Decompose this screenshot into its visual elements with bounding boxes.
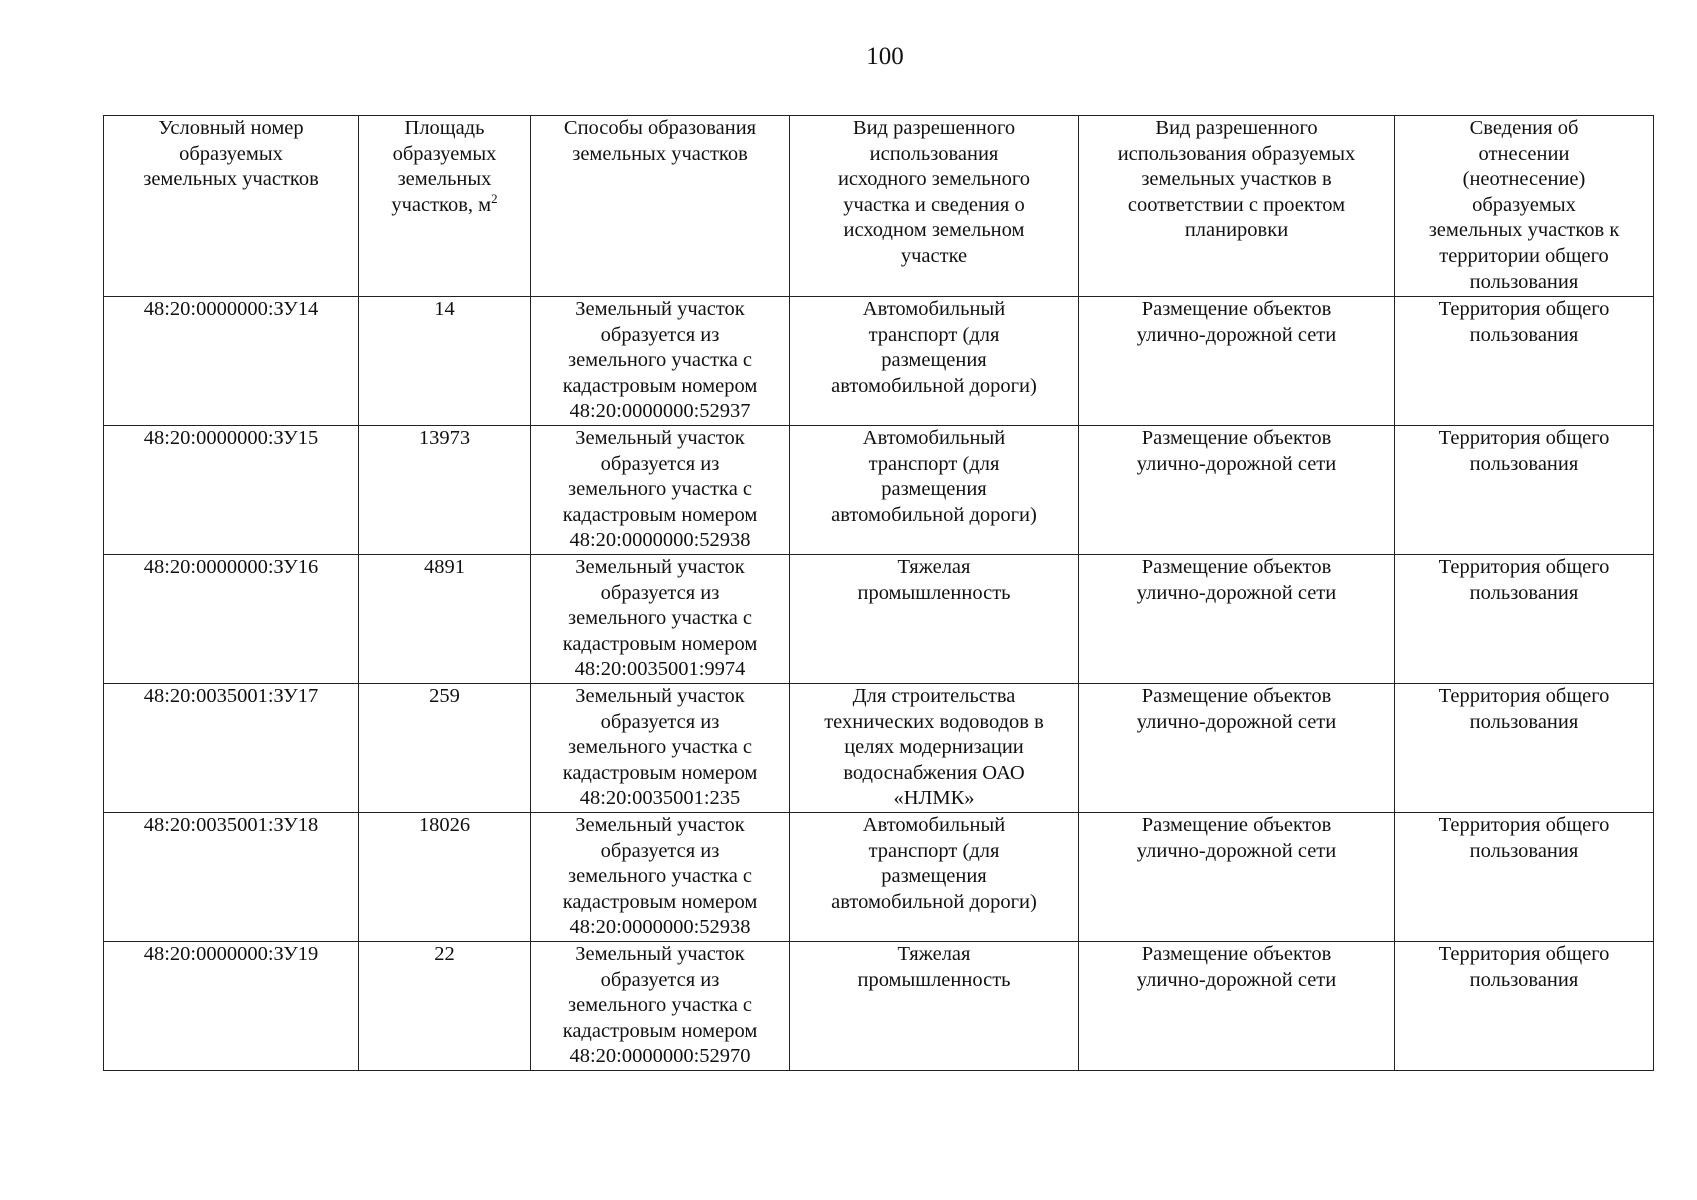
header-planned-use: Вид разрешенного использования образуемых земельных участков в соответствии с проектом планировки: [1079, 116, 1395, 297]
table-row: [104, 555, 1654, 684]
table-row: [104, 684, 1654, 813]
cell-plot-area: 4891: [359, 555, 531, 684]
cell-source-plot-use: Автомобильный транспорт (для размещения автомобильной дороги): [790, 426, 1079, 555]
cell-planned-use: Размещение объектов улично-дорожной сети: [1079, 942, 1395, 1071]
cell-plot-number: 48:20:0000000:ЗУ15: [104, 426, 359, 555]
cell-planned-use: Размещение объектов улично-дорожной сети: [1079, 684, 1395, 813]
cell-plot-area: 13973: [359, 426, 531, 555]
cell-planned-use: Размещение объектов улично-дорожной сети: [1079, 297, 1395, 426]
cell-public-territory: Территория общего пользования: [1395, 297, 1654, 426]
cell-formation-method: Земельный участок образуется из земельного участка с кадастровым номером 48:20:0000000:52938: [531, 813, 790, 942]
cell-public-territory: Территория общего пользования: [1395, 684, 1654, 813]
table-row: [104, 426, 1654, 555]
cell-source-plot-use: Для строительства технических водоводов в целях модернизации водоснабжения ОАО «НЛМК»: [790, 684, 1079, 813]
cell-public-territory: Территория общего пользования: [1395, 942, 1654, 1071]
cell-public-territory: Территория общего пользования: [1395, 813, 1654, 942]
table-row: [104, 942, 1654, 1071]
cell-plot-number: 48:20:0000000:ЗУ14: [104, 297, 359, 426]
cell-planned-use: Размещение объектов улично-дорожной сети: [1079, 426, 1395, 555]
cell-planned-use: Размещение объектов улично-дорожной сети: [1079, 555, 1395, 684]
cell-formation-method: Земельный участок образуется из земельного участка с кадастровым номером 48:20:0000000:52937: [531, 297, 790, 426]
cell-plot-area: 22: [359, 942, 531, 1071]
cell-formation-method: Земельный участок образуется из земельного участка с кадастровым номером 48:20:0000000:52970: [531, 942, 790, 1071]
cell-source-plot-use: Тяжелая промышленность: [790, 555, 1079, 684]
cell-public-territory: Территория общего пользования: [1395, 555, 1654, 684]
cell-plot-area: 14: [359, 297, 531, 426]
cell-source-plot-use: Тяжелая промышленность: [790, 942, 1079, 1071]
cell-plot-number: 48:20:0000000:ЗУ19: [104, 942, 359, 1071]
header-formation-method: Способы образования земельных участков: [531, 116, 790, 297]
cell-public-territory: Территория общего пользования: [1395, 426, 1654, 555]
cell-plot-number: 48:20:0035001:ЗУ18: [104, 813, 359, 942]
cell-plot-area: 259: [359, 684, 531, 813]
table-row: [104, 813, 1654, 942]
table-row: [104, 297, 1654, 426]
page-number: 100: [866, 43, 904, 70]
area-unit-superscript: 2: [491, 190, 498, 206]
cell-formation-method: Земельный участок образуется из земельного участка с кадастровым номером 48:20:0035001:9974: [531, 555, 790, 684]
cell-plot-number: 48:20:0035001:ЗУ17: [104, 684, 359, 813]
header-public-territory: Сведения об отнесении (неотнесение) образуемых земельных участков к территории общего пользования: [1395, 116, 1654, 297]
header-plot-area: Площадь образуемых земельных участков, $м^2$: [359, 116, 531, 297]
land-plots-table: [103, 115, 1654, 1071]
header-source-plot-use: Вид разрешенного использования исходного земельного участка и сведения о исходном земельном участке: [790, 116, 1079, 297]
table-header-row: [104, 116, 1654, 297]
cell-plot-area: 18026: [359, 813, 531, 942]
header-plot-number: Условный номер образуемых земельных участков: [104, 116, 359, 297]
cell-formation-method: Земельный участок образуется из земельного участка с кадастровым номером 48:20:0000000:52938: [531, 426, 790, 555]
cell-plot-number: 48:20:0000000:ЗУ16: [104, 555, 359, 684]
cell-source-plot-use: Автомобильный транспорт (для размещения автомобильной дороги): [790, 297, 1079, 426]
cell-formation-method: Земельный участок образуется из земельного участка с кадастровым номером 48:20:0035001:235: [531, 684, 790, 813]
cell-source-plot-use: Автомобильный транспорт (для размещения автомобильной дороги): [790, 813, 1079, 942]
cell-planned-use: Размещение объектов улично-дорожной сети: [1079, 813, 1395, 942]
